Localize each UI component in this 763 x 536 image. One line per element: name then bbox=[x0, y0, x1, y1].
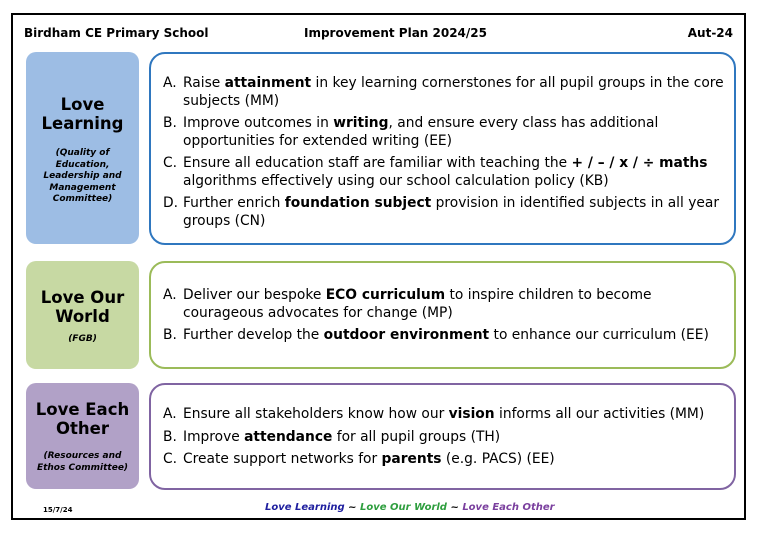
footer-love-learning: Love Learning bbox=[265, 502, 345, 513]
footer-separator: ~ bbox=[344, 502, 361, 513]
objective-item: A. Deliver our bespoke ECO curriculum to inspire children to become courageous advocates for change (MP) bbox=[163, 287, 652, 321]
footer-motto bbox=[265, 502, 555, 513]
love-our-world-panel bbox=[26, 261, 139, 369]
objective-item: B. Improve outcomes in writing, and ensure every class has additional opportunities for extended writing (EE) bbox=[163, 115, 659, 149]
section-subtitle: (Resources and Ethos Committee) bbox=[36, 451, 129, 473]
love-each-other-panel bbox=[26, 383, 139, 489]
section-title: Love Learning bbox=[41, 95, 124, 133]
objective-item: D. Further enrich foundation subject provision in identified subjects in all year groups (CN) bbox=[163, 195, 720, 229]
plan-title: Improvement Plan 2024/25 bbox=[304, 26, 487, 40]
footer-love-each-other: Love Each Other bbox=[462, 502, 555, 513]
objective-item: C. Ensure all education staff are familiar with teaching the + / – / x / ÷ maths algorithms effectively using our school calculation policy (KB) bbox=[163, 155, 708, 189]
section-title: Love Our World bbox=[40, 288, 125, 326]
section-subtitle: (Quality of Education, Leadership and Management Committee) bbox=[43, 148, 122, 204]
love-our-world-objectives bbox=[149, 261, 736, 369]
section-subtitle: (FGB) bbox=[68, 334, 97, 344]
footer-separator: ~ bbox=[446, 502, 463, 513]
objective-item: A. Raise attainment in key learning cornerstones for all pupil groups in the core subjects (MM) bbox=[163, 75, 724, 109]
love-each-other-objectives bbox=[149, 383, 736, 490]
objective-item: B. Further develop the outdoor environment to enhance our curriculum (EE) bbox=[163, 327, 709, 343]
love-learning-objectives bbox=[149, 52, 736, 245]
section-title: Love Each Other bbox=[35, 400, 130, 438]
love-learning-panel bbox=[26, 52, 139, 244]
footer-date: 15/7/24 bbox=[43, 506, 73, 514]
objective-item: A. Ensure all stakeholders know how our vision informs all our activities (MM) bbox=[163, 406, 705, 422]
term-label: Aut-24 bbox=[687, 26, 733, 40]
school-name: Birdham CE Primary School bbox=[24, 26, 209, 40]
footer-love-our-world: Love Our World bbox=[360, 502, 447, 513]
page-frame bbox=[11, 13, 746, 520]
objective-item: B. Improve attendance for all pupil groups (TH) bbox=[163, 428, 501, 445]
objective-item: C. Create support networks for parents (e.g. PACS) (EE) bbox=[163, 451, 555, 467]
